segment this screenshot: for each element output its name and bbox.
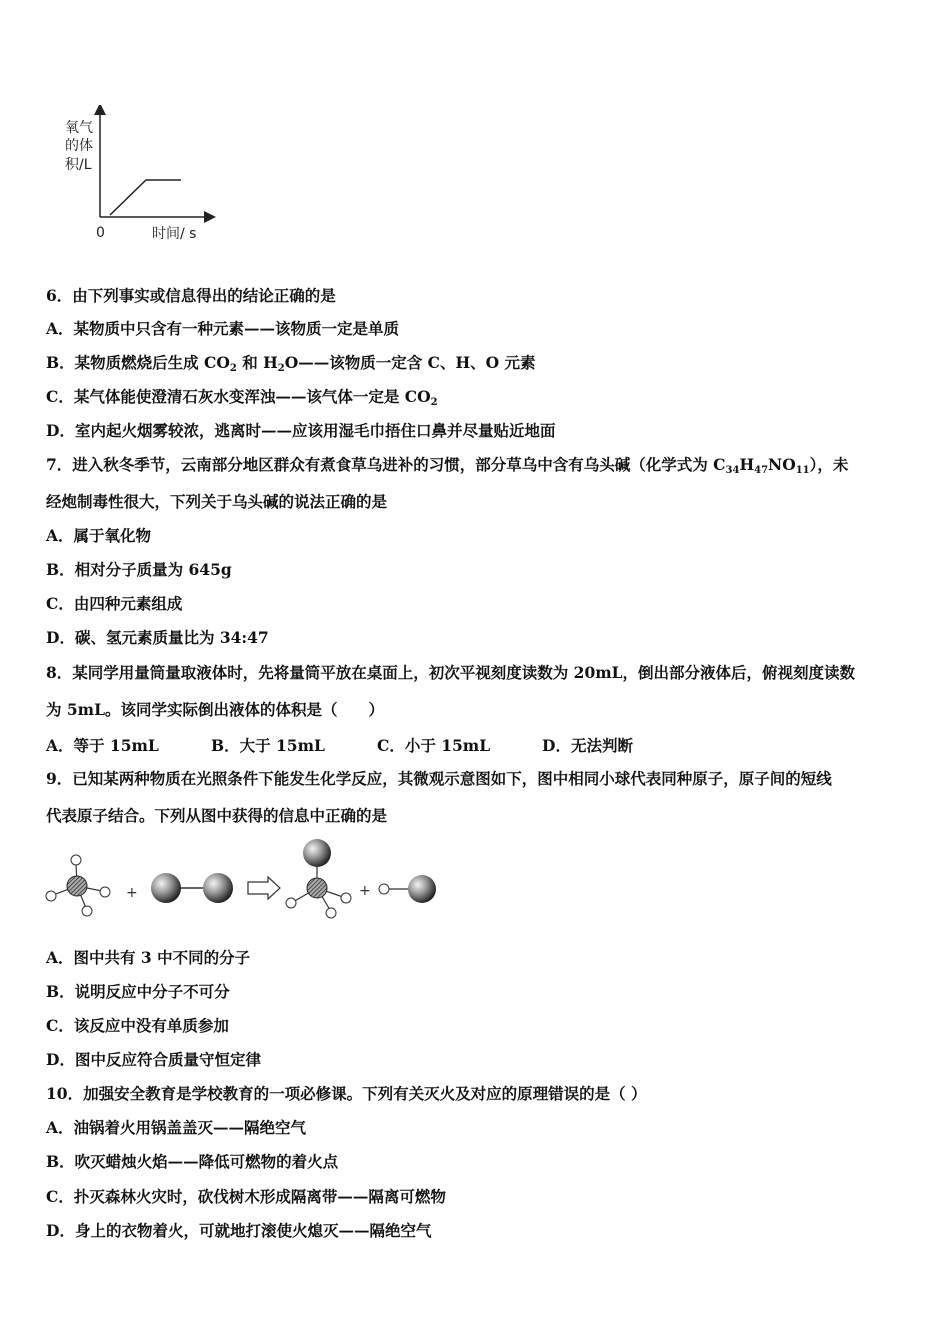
q10-option-a: A．油锅着火用锅盖盖灭——隔绝空气 — [46, 1118, 307, 1137]
y-axis-label-2: 的体 — [65, 138, 93, 154]
reactant-molecule-2 — [151, 873, 233, 903]
q6-option-a: A．某物质中只含有一种元素——该物质一定是单质 — [46, 319, 400, 338]
q10-option-b: B．吹灭蜡烛火焰——降低可燃物的着火点 — [46, 1152, 339, 1171]
product-molecule-1 — [286, 839, 351, 918]
q7-option-b: B．相对分子质量为 645g — [46, 560, 232, 579]
large-atom — [303, 839, 331, 867]
q8-option-d: D．无法判断 — [542, 736, 633, 755]
q8-stem-line1: 8．某同学用量筒量取液体时，先将量筒平放在桌面上，初次平视刻度读数为 20mL，倒出部分液体后，俯视刻度读数 — [46, 663, 856, 682]
q7-stem-line1: 7．进入秋冬季节，云南部分地区群众有煮食草乌进补的习惯，部分草乌中含有乌头碱（化学式为 $C_{34}H_{47}NO_{11}$），未 — [46, 455, 849, 476]
q9-stem-line1: 9．已知某两种物质在光照条件下能发生化学反应，其微观示意图如下，图中相同小球代表同种原子，原子间的短线 — [46, 769, 832, 788]
q9-option-b: B．说明反应中分子不可分 — [46, 982, 230, 1001]
q9-stem-line2: 代表原子结合。下列从图中获得的信息中正确的是 — [46, 806, 388, 825]
large-atom — [151, 873, 181, 903]
q7-option-d: D．碳、氢元素质量比为 34:47 — [46, 628, 269, 647]
graph-curve — [110, 180, 181, 215]
hydrogen-atom — [379, 884, 389, 894]
hydrogen-atom — [286, 898, 296, 908]
q8-stem-line2: 为 5mL。该同学实际倒出液体的体积是（ ） — [46, 700, 384, 719]
q7-stem-line2: 经炮制毒性很大，下列关于乌头碱的说法正确的是 — [46, 492, 388, 511]
q6-option-b: B．某物质燃烧后生成 $CO_2$ 和 $H_2O——$该物质一定含 C、H、O 元素 — [46, 353, 536, 374]
x-axis-label: 时间/ s — [152, 226, 197, 242]
hydrogen-atom — [100, 887, 110, 897]
reactant-molecule-1 — [46, 855, 110, 916]
q8-option-a: A．等于 15mL — [46, 736, 159, 755]
q7-option-a: A．属于氧化物 — [46, 526, 152, 545]
large-atom — [408, 875, 436, 903]
hydrogen-atom — [341, 893, 351, 903]
q8-option-b: B．大于 15mL — [211, 736, 325, 755]
reaction-diagram — [40, 835, 460, 930]
plus-sign-2: + — [359, 883, 371, 899]
q6-stem: 6．由下列事实或信息得出的结论正确的是 — [46, 286, 336, 305]
reaction-svg — [40, 835, 460, 930]
q9-option-c: C．该反应中没有单质参加 — [46, 1016, 229, 1035]
hydrogen-atom — [46, 891, 56, 901]
reaction-arrow — [248, 877, 280, 899]
q9-option-d: D．图中反应符合质量守恒定律 — [46, 1050, 261, 1069]
plus-sign-1: + — [126, 885, 138, 901]
hydrogen-atom — [71, 855, 81, 865]
q8-option-c: C．小于 15mL — [377, 736, 491, 755]
graph-origin: 0 — [96, 225, 105, 241]
y-axis-label-3: 积/L — [65, 157, 92, 173]
q9-option-a: A．图中共有 3 中不同的分子 — [46, 948, 251, 967]
q7-option-c: C．由四种元素组成 — [46, 594, 183, 613]
y-axis-label-1: 氧气 — [65, 120, 93, 136]
carbon-atom — [307, 878, 327, 898]
q6-option-c: C．某气体能使澄清石灰水变浑浊——该气体一定是 $CO_2$ — [46, 387, 438, 408]
q10-stem: 10．加强安全教育是学校教育的一项必修课。下列有关灭火及对应的原理错误的是（ ） — [46, 1084, 647, 1103]
carbon-atom — [67, 876, 87, 896]
q10-option-d: D．身上的衣物着火，可就地打滚使火熄灭——隔绝空气 — [46, 1221, 432, 1240]
product-molecule-2 — [379, 875, 436, 903]
hydrogen-atom — [82, 906, 92, 916]
oxygen-volume-graph — [60, 105, 220, 255]
large-atom — [203, 873, 233, 903]
q6-option-d: D．室内起火烟雾较浓，逃离时——应该用湿毛巾捂住口鼻并尽量贴近地面 — [46, 421, 556, 440]
q10-option-c: C．扑灭森林火灾时，砍伐树木形成隔离带——隔离可燃物 — [46, 1187, 446, 1206]
hydrogen-atom — [326, 908, 336, 918]
